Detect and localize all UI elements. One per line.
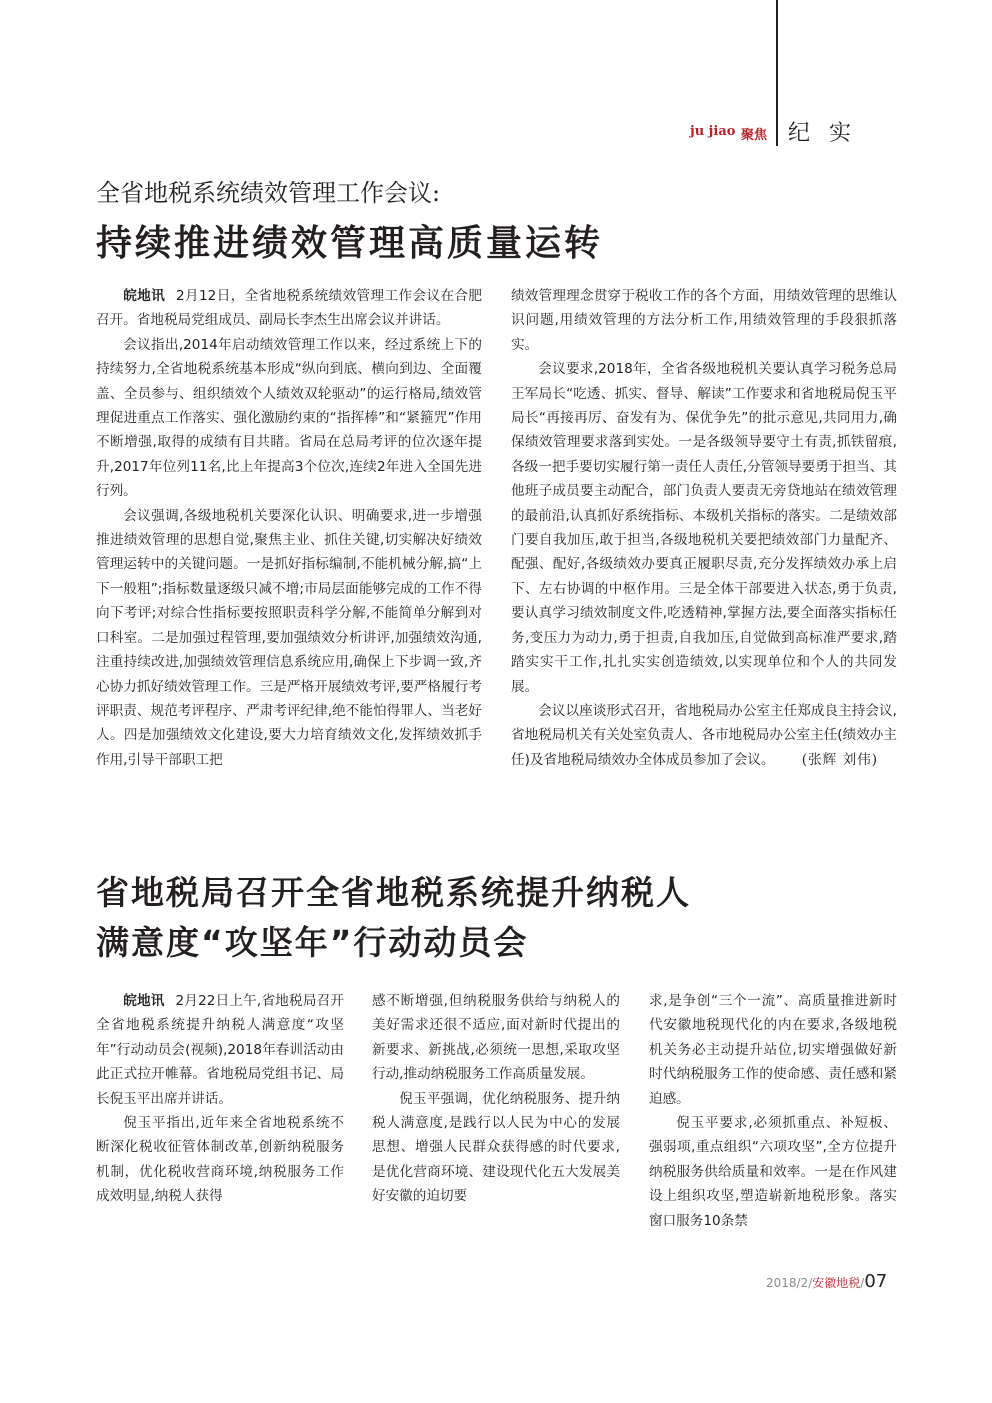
page-number: 07 xyxy=(864,1271,888,1292)
article1-paragraph: 会议要求,2018年，全省各级地税机关要认真学习税务总局王军局长“吃透、抓实、督导、解读”工作要求和省地税局倪玉平局长“再接再厉、奋发有为、保优争先”的批示意见,共同用力,确保绩效管理要求落到实处。一是各级领导要守土有责,抓铁留痕,各级一把手要切实履行第一责任人责任,分管领导要勇于担当、其他班子成员要主动配合，部门负责人要责无旁贷地站在绩效管理的最前沿,认真抓好系统指标、本级机关指标的落实。二是绩效部门要自我加压,敢于担当,各级地税机关要把绩效部门力量配齐、配强、配好,各级绩效办要真正履职尽责,充分发挥绩效办承上启下、左右协调的中枢作用。三是全体干部要进入状态,勇于负责,要认真学习绩效制度文件,吃透精神,掌握方法,要全面落实指标任务,变压力为动力,勇于担责,自我加压,自觉做到高标准严要求,踏踏实实干工作,扎扎实实创造绩效,以实现单位和个人的共同发展。 xyxy=(511,361,897,695)
article2-paragraph: 倪玉平强调，优化纳税服务、提升纳税人满意度,是践行以人民为中心的发展思想、增强人民群众获得感的时代要求,是优化营商环境、建设现代化五大发展美好安徽的迫切要 xyxy=(372,1090,620,1205)
article2-paragraph: 求,是争创“三个一流”、高质量推进新时代安徽地税现代化的内在要求,各级地税机关务必主动提升站位,切实增强做好新时代纳税服务工作的使命感、责任感和紧迫感。 xyxy=(649,993,897,1107)
article1-paragraph: 绩效管理理念贯穿于税收工作的各个方面，用绩效管理的思维认识问题,用绩效管理的方法分析工作,用绩效管理的手段狠抓落实。 xyxy=(511,288,897,353)
article2-source-label: 皖地讯 xyxy=(123,993,165,1009)
article2-paragraph: 感不断增强,但纳税服务供给与纳税人的美好需求还很不适应,面对新时代提出的新要求、新挑战,必须统一思想,采取攻坚行动,推动纳税服务工作高质量发展。 xyxy=(372,993,620,1083)
footer-magazine-name: 安徽地税 xyxy=(812,1276,861,1290)
article1-column-left xyxy=(96,284,482,772)
header-pinyin-label: ju jiao xyxy=(690,124,736,139)
page-footer xyxy=(766,1271,887,1292)
article2-title-line: 省地税局召开全省地税系统提升纳税人 xyxy=(96,873,691,912)
header-vertical-rule xyxy=(776,0,778,146)
article1-subtitle: 全省地税系统绩效管理工作会议: xyxy=(96,179,441,207)
article2-title-line: 满意度“攻坚年”行动动员会 xyxy=(96,923,529,962)
article1-paragraph: 会议强调,各级地税机关要深化认识、明确要求,进一步增强推进绩效管理的思想自觉,聚焦主业、抓住关键,切实解决好绩效管理运转中的关键问题。一是抓好指标编制,不能机械分解,搞“上下一般粗”;指标数量逐级只减不增;市局层面能够完成的工作不得向下考评;对综合性指标要按照职责科学分解,不能简单分解到对口科室。二是加强过程管理,要加强绩效分析讲评,加强绩效沟通,注重持续改进,加强绩效管理信息系统应用,确保上下步调一致,齐心协力抓好绩效管理工作。三是严格开展绩效考评,要严格履行考评职责、规范考评程序、严肃考评纪律,绝不能怕得罪人、当老好人。四是加强绩效文化建设,要大力培育绩效文化,发挥绩效抓手作用,引导干部职工把 xyxy=(96,507,482,768)
article1-title: 持续推进绩效管理高质量运转 xyxy=(96,223,604,264)
article2-paragraph-text: 2月22日上午,省地税局召开全省地税系统提升纳税人满意度“攻坚年”行动动员会(视频),2018年春训活动由此正式拉开帷幕。省地税局党组书记、局长倪玉平出席并讲话。 xyxy=(96,993,344,1107)
article1-paragraph: 会议指出,2014年启动绩效管理工作以来，经过系统上下的持续努力,全省地税系统基本形成“纵向到底、横向到边、全面覆盖、全员参与、组织绩效个人绩效双轮驱动”的运行格局,绩效管理促进重点工作落实、强化激励约束的“指挥棒”和“紧箍咒”作用不断增强,取得的成绩有目共睹。省局在总局考评的位次逐年提升,2017年位列11名,比上年提高3个位次,连续2年进入全国先进行列。 xyxy=(96,336,482,500)
article1-source-label: 皖地讯 xyxy=(123,288,166,304)
article1-paragraph-text: 2月12日，全省地税系统绩效管理工作会议在合肥召开。省地税局党组成员、副局长李杰生出席会议并讲话。 xyxy=(96,288,482,329)
article1-paragraph xyxy=(511,699,897,772)
article2-column-2 xyxy=(372,989,620,1209)
article2-title xyxy=(96,868,691,968)
footer-separator: / xyxy=(860,1276,865,1290)
article2-column-3 xyxy=(649,989,897,1233)
article1-column-right xyxy=(511,284,897,772)
article2-paragraph xyxy=(96,989,344,1111)
article1-paragraph xyxy=(96,284,482,333)
article2-column-1 xyxy=(96,989,344,1209)
footer-date: 2018/2/ xyxy=(766,1276,813,1290)
article1-byline: (张辉 刘伟) xyxy=(801,751,879,768)
article2-paragraph: 倪玉平要求,必须抓重点、补短板、强弱项,重点组织“六项攻坚”,全方位提升纳税服务供给质量和效率。一是在作风建设上组织攻坚,塑造崭新地税形象。落实窗口服务10条禁 xyxy=(649,1115,897,1229)
article2-paragraph: 倪玉平指出,近年来全省地税系统不断深化税收征管体制改革,创新纳税服务机制，优化税收营商环境,纳税服务工作成效明显,纳税人获得 xyxy=(96,1115,344,1205)
header-focus-label: 聚焦 xyxy=(741,128,768,143)
article1-paragraph-text: 会议以座谈形式召开，省地税局办公室主任郑成良主持会议,省地税局机关有关处室负责人、各市地税局办公室主任(绩效办主任)及省地税局绩效办全体成员参加了会议。 xyxy=(511,702,897,768)
header-section-title: 纪 实 xyxy=(788,121,857,146)
